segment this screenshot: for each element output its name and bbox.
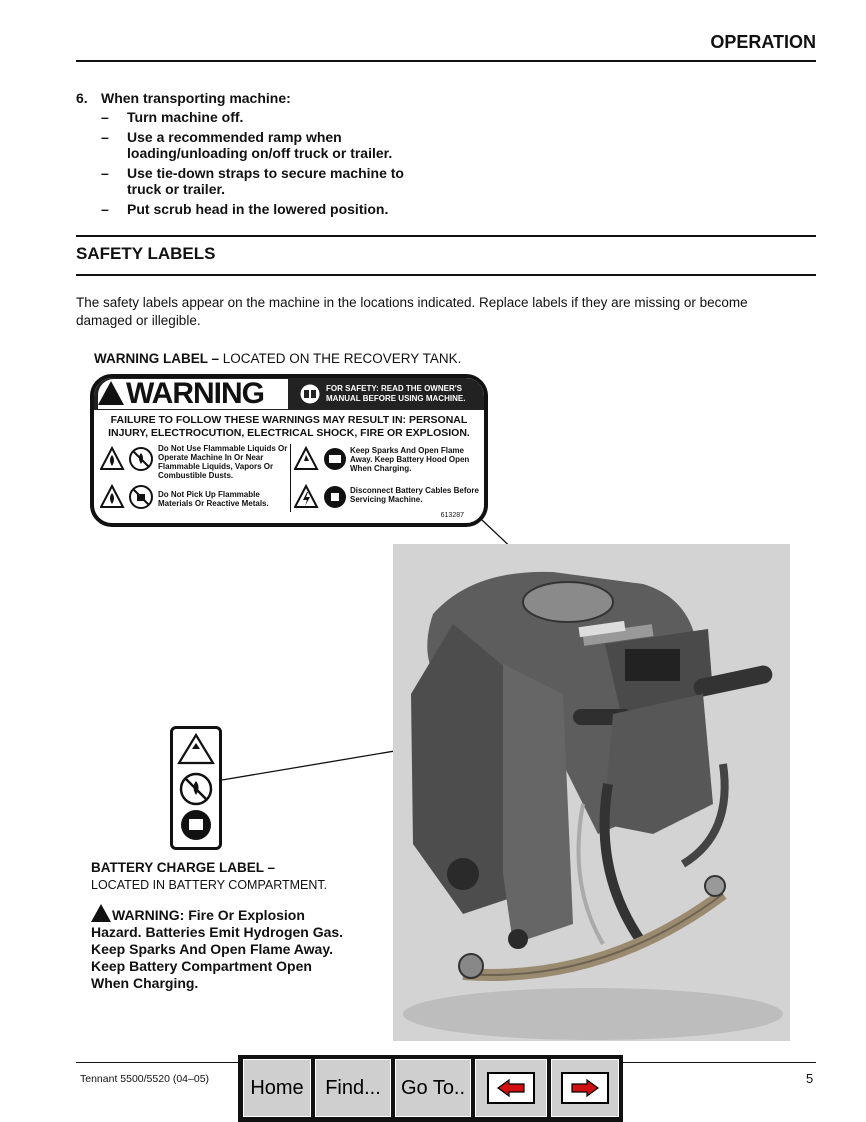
warning-word-text: WARNING bbox=[126, 377, 264, 410]
failure-text: FAILURE TO FOLLOW THESE WARNINGS MAY RESULT IN: PERSONAL INJURY, ELECTROCUTION, ELECTRICAL SHOCK, FIRE OR EXPLOSION. bbox=[108, 414, 470, 439]
floor-scrubber-image bbox=[393, 544, 790, 1041]
battery-label-icons bbox=[173, 729, 219, 847]
battery-label-caption: BATTERY CHARGE LABEL – bbox=[91, 860, 276, 875]
next-arrow-icon bbox=[561, 1072, 609, 1104]
battery-label-location: LOCATED IN BATTERY COMPARTMENT. bbox=[91, 878, 328, 892]
goto-button[interactable]: Go To.. bbox=[395, 1059, 471, 1117]
battery-charge-label bbox=[170, 726, 222, 850]
label-code: 613287 bbox=[440, 512, 464, 519]
find-button[interactable]: Find... bbox=[315, 1059, 391, 1117]
page-number: 5 bbox=[806, 1071, 814, 1086]
warning-item-2: Keep Sparks And Open Flame Away. Keep Battery Hood Open When Charging. bbox=[350, 446, 470, 473]
list-item: – Use a recommended ramp when loading/unloading on/off truck or trailer. bbox=[101, 129, 441, 161]
intro-paragraph: The safety labels appear on the machine in the locations indicated. Replace labels if they are missing or become damaged or illegible. bbox=[76, 295, 748, 328]
warning-item-3: Do Not Pick Up Flammable Materials Or Reactive Metals. bbox=[158, 490, 269, 508]
next-page-button[interactable] bbox=[551, 1059, 619, 1117]
list-item: – Turn machine off. bbox=[101, 109, 441, 125]
step-text: When transporting machine: bbox=[101, 90, 291, 106]
previous-arrow-icon bbox=[487, 1072, 535, 1104]
home-button[interactable]: Home bbox=[243, 1059, 311, 1117]
machine-photo bbox=[393, 544, 790, 1041]
caption-bold: WARNING LABEL – bbox=[94, 351, 220, 366]
footer-model: Tennant 5500/5520 (04–05) bbox=[80, 1073, 210, 1085]
safety-note: FOR SAFETY: READ THE OWNER'S MANUAL BEFORE USING MACHINE. bbox=[326, 384, 466, 403]
warning-item-1: Do Not Use Flammable Liquids Or Operate Machine In Or Near Flammable Liquids, Vapors Or Combustible Dusts. bbox=[158, 444, 288, 480]
step-number: 6. bbox=[76, 90, 88, 106]
section-title: SAFETY LABELS bbox=[76, 244, 216, 263]
previous-page-button[interactable] bbox=[475, 1059, 547, 1117]
warning-item-4: Disconnect Battery Cables Before Servicing Machine. bbox=[350, 486, 479, 504]
list-item: – Put scrub head in the lowered position. bbox=[101, 201, 441, 217]
warning-triangle-icon bbox=[91, 904, 111, 922]
caption-rest: LOCATED ON THE RECOVERY TANK. bbox=[219, 351, 462, 366]
navigation-bar bbox=[238, 1055, 623, 1122]
list-item: – Use tie-down straps to secure machine to truck or trailer. bbox=[101, 165, 441, 197]
battery-warning-text: WARNING: Fire Or Explosion Hazard. Batteries Emit Hydrogen Gas. Keep Sparks And Open Flame Away. Keep Battery Compartment Open When Charging. bbox=[91, 907, 344, 991]
page-header-title: OPERATION bbox=[710, 32, 816, 52]
battery-warning bbox=[91, 904, 351, 992]
